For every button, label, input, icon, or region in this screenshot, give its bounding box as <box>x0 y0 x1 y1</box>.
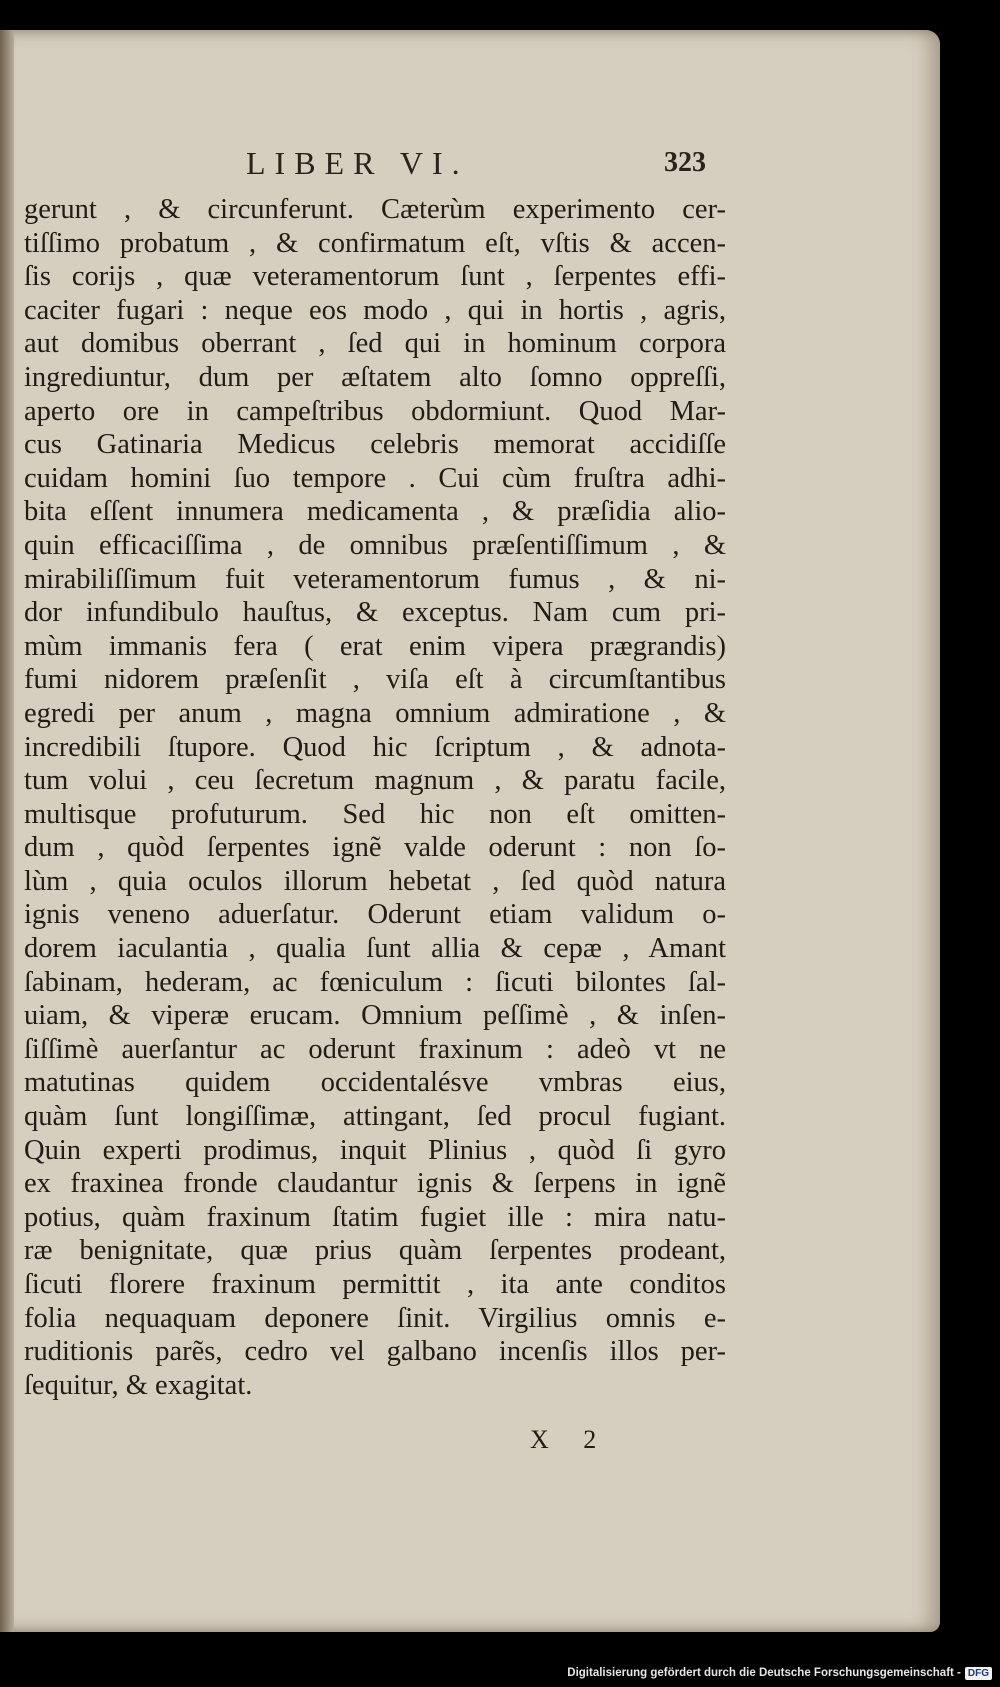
text-line: quin efficaciſſima , de omnibus præſentiſſimum , & <box>24 529 726 561</box>
text-line: ruditionis parẽs, cedro vel galbano incenſis illos per- <box>24 1336 726 1368</box>
text-line: egredi per anum , magna omnium admiratione , & <box>24 697 726 729</box>
text-line: fumi nidorem præſenſit , viſa eſt à circumſtantibus <box>24 664 726 696</box>
text-line: potius, quàm fraxinum ſtatim fugiet ille : mira natu- <box>24 1201 726 1233</box>
text-line: dor infundibulo hauſtus, & exceptus. Nam cum pri- <box>24 597 726 629</box>
text-line: matutinas quidem occidentalésve vmbras eius, <box>24 1067 726 1099</box>
text-line: tiſſimo probatum , & confirmatum eſt, vſtis & accen- <box>24 227 726 259</box>
text-line: dorem iaculantia , qualia ſunt allia & cepæ , Amant <box>24 933 726 965</box>
text-line: multisque profuturum. Sed hic non eſt omitten- <box>24 798 726 830</box>
text-line: ingrediuntur, dum per æſtatem alto ſomno oppreſſi, <box>24 361 726 393</box>
text-line: uiam, & viperæ erucam. Omnium peſſimè , & inſen- <box>24 1000 726 1032</box>
text-line: mirabiliſſimum fuit veteramentorum fumus , & ni- <box>24 563 726 595</box>
dfg-logo-icon: DFG <box>965 1667 992 1680</box>
text-line: cuidam homini ſuo tempore . Cui cùm fruſtra adhi- <box>24 462 726 494</box>
text-line: quàm ſunt longiſſimæ, attingant, ſed procul fugiant. <box>24 1101 726 1133</box>
text-line: tum volui , ceu ſecretum magnum , & paratu facile, <box>24 765 726 797</box>
book-page <box>0 30 940 1632</box>
text-line: ræ benignitate, quæ prius quàm ſerpentes prodeant, <box>24 1235 726 1267</box>
text-line: ſiſſimè auerſantur ac oderunt fraxinum : adeò vt ne <box>24 1033 726 1065</box>
running-head <box>0 145 940 181</box>
text-line: ignis veneno aduerſatur. Oderunt etiam validum o- <box>24 899 726 931</box>
text-line: aperto ore in campeſtribus obdormiunt. Quod Mar- <box>24 395 726 427</box>
body-text <box>24 193 726 1402</box>
running-title: LIBER VI. <box>246 145 469 181</box>
text-line: bita eſſent innumera medicamenta , & præſidia alio- <box>24 496 726 528</box>
text-line: lùm , quia oculos illorum hebetat , ſed quòd natura <box>24 865 726 897</box>
text-line: mùm immanis fera ( erat enim vipera prægrandis) <box>24 630 726 662</box>
text-line: folia nequaquam deponere ſinit. Virgilius omnis e- <box>24 1302 726 1334</box>
text-line: gerunt , & circunferunt. Cæterùm experimento cer- <box>24 194 726 225</box>
credit-text: Digitalisierung gefördert durch die Deutsche Forschungsgemeinschaft - <box>567 1667 961 1679</box>
text-line: caciter fugari : neque eos modo , qui in hortis , agris, <box>24 294 726 326</box>
text-line: cus Gatinaria Medicus celebris memorat accidiſſe <box>24 429 726 461</box>
text-line: dum , quòd ſerpentes ignẽ valde oderunt : non ſo- <box>24 832 726 864</box>
page-number: 323 <box>664 147 706 178</box>
text-line: ſequitur, & exagitat. <box>24 1369 253 1401</box>
text-line: aut domibus oberrant , ſed qui in hominum corpora <box>24 328 726 360</box>
text-line: ex fraxinea fronde claudantur ignis & ſerpens in ignẽ <box>24 1168 726 1200</box>
text-line: ſicuti florere fraxinum permittit , ita ante conditos <box>24 1269 726 1300</box>
digitization-credit <box>567 1662 992 1684</box>
text-line: incredibili ſtupore. Quod hic ſcriptum , & adnota- <box>24 731 726 763</box>
text-line: ſabinam, hederam, ac fœniculum : ſicuti bilontes ſal- <box>24 966 726 998</box>
text-line: Quin experti prodimus, inquit Plinius , quòd ſi gyro <box>24 1134 726 1166</box>
text-line: ſis corijs , quæ veteramentorum ſunt , ſerpentes effi- <box>24 261 726 293</box>
signature-mark: X 2 <box>530 1425 611 1454</box>
